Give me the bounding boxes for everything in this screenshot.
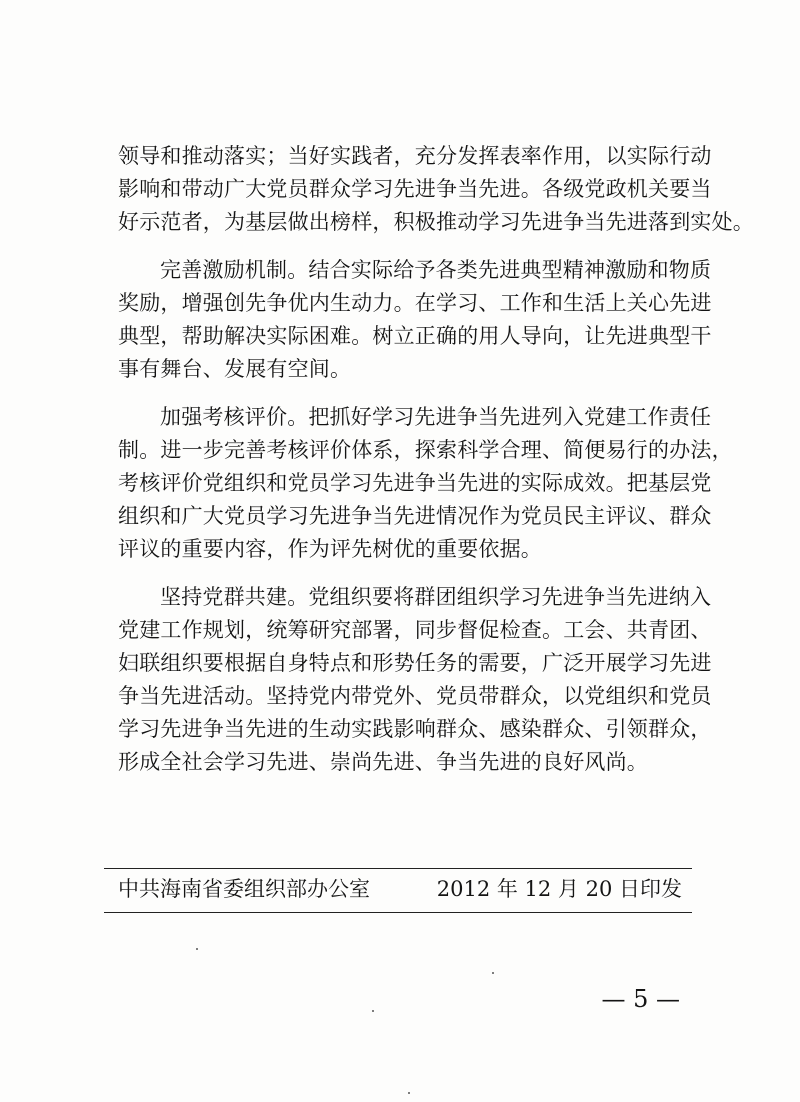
text-line: 考核评价党组织和党员学习先进争当先进的实际成效。把基层党 bbox=[118, 471, 712, 495]
scan-speck bbox=[408, 1092, 410, 1094]
text-line: 制。进一步完善考核评价体系，探索科学合理、简便易行的办法， bbox=[118, 438, 733, 462]
text-line: 加强考核评价。把抓好学习先进争当先进列入党建工作责任 bbox=[160, 405, 712, 429]
paragraph bbox=[118, 401, 733, 566]
text-line: 妇联组织要根据自身特点和形势任务的需要，广泛开展学习先进 bbox=[118, 651, 712, 675]
text-line: 党建工作规划，统筹研究部署，同步督促检查。工会、共青团、 bbox=[118, 618, 712, 642]
paragraph bbox=[118, 140, 754, 239]
text-line: 学习先进争当先进的生动实践影响群众、感染群众、引领群众， bbox=[118, 717, 712, 741]
text-line: 完善激励机制。结合实际给予各类先进典型精神激励和物质 bbox=[160, 258, 712, 282]
text-line: 形成全社会学习先进、崇尚先进、争当先进的良好风尚。 bbox=[118, 750, 648, 774]
scan-speck bbox=[372, 1010, 374, 1012]
page-number: — 5 — bbox=[601, 985, 680, 1013]
text-line: 组织和广大党员学习先进争当先进情况作为党员民主评议、群众 bbox=[118, 504, 712, 528]
issue-date: 2012 年 12 月 20 日印发 bbox=[436, 877, 682, 901]
paragraph-gap bbox=[118, 386, 688, 401]
body-text bbox=[118, 140, 754, 779]
paragraph-gap bbox=[118, 566, 688, 581]
text-line: 好示范者，为基层做出榜样，积极推动学习先进争当先进落到实处。 bbox=[118, 210, 754, 234]
issuer-name: 中共海南省委组织部办公室 bbox=[118, 877, 370, 901]
footer-bottom-rule bbox=[104, 912, 692, 913]
scan-speck bbox=[492, 972, 494, 974]
text-line: 典型，帮助解决实际困难。树立正确的用人导向，让先进典型干 bbox=[118, 324, 712, 348]
paragraph bbox=[118, 581, 712, 779]
scan-speck bbox=[196, 948, 198, 950]
text-line: 争当先进活动。坚持党内带党外、党员带群众，以党组织和党员 bbox=[118, 684, 712, 708]
footer-top-rule bbox=[104, 868, 692, 869]
paragraph-gap bbox=[118, 239, 688, 254]
text-line: 坚持党群共建。党组织要将群团组织学习先进争当先进纳入 bbox=[160, 585, 712, 609]
text-line: 领导和推动落实；当好实践者，充分发挥表率作用，以实际行动 bbox=[118, 144, 712, 168]
text-line: 奖励，增强创先争优内生动力。在学习、工作和生活上关心先进 bbox=[118, 291, 712, 315]
text-line: 评议的重要内容，作为评先树优的重要依据。 bbox=[118, 537, 542, 561]
text-line: 事有舞台、发展有空间。 bbox=[118, 357, 352, 381]
text-line: 影响和带动广大党员群众学习先进争当先进。各级党政机关要当 bbox=[118, 177, 712, 201]
paragraph bbox=[118, 254, 712, 386]
